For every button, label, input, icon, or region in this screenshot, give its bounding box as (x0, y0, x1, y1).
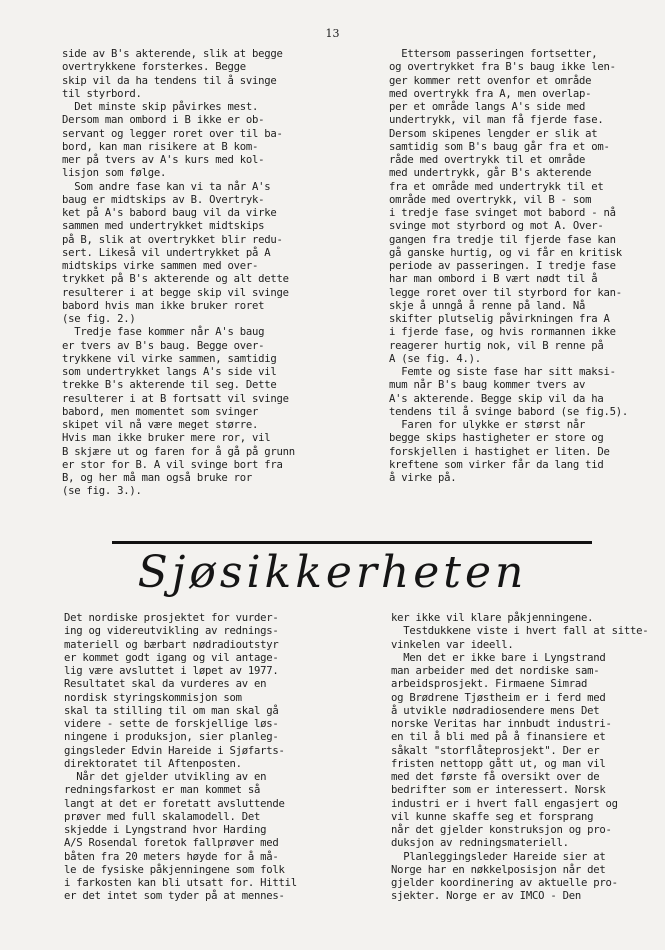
text-line: er kommet godt igang og vil antage- (64, 651, 279, 664)
text-line: le de fysiske påkjenningene som folk (64, 863, 285, 876)
text-line: med overtrykk fra A, men overlap- (389, 87, 592, 100)
text-line: mer på tvers av A's kurs med kol- (62, 154, 265, 166)
text-line: man arbeider med det nordiske sam- (391, 665, 600, 677)
text-line: gå ganske hurtig, og vi får en kritisk (389, 246, 622, 259)
text-line: i fjerde fase, og hvis rormannen ikke (389, 326, 616, 339)
text-line: kreftene som virker får da lang tid (389, 458, 604, 471)
text-line: i farkosten kan bli utsatt for. Hittil (64, 877, 297, 889)
text-line: per et område langs A's side med (389, 101, 586, 113)
text-line: trykket på B's akterende og alt dette (62, 273, 289, 286)
text-line: Ettersom passeringen fortsetter, (389, 48, 598, 60)
text-line: sjekter. Norge er av IMCO - Den (391, 890, 581, 903)
text-line: Det nordiske prosjektet for vurder- (64, 612, 279, 624)
text-line: Resultatet skal da vurderes av en (64, 678, 267, 691)
text-line: skal ta stilling til om man skal gå (64, 704, 279, 717)
text-line: mum når B's baug kommer tvers av (389, 379, 586, 392)
text-line: gangen fra tredje til fjerde fase kan (389, 233, 616, 246)
text-line: å virke på. (389, 472, 457, 484)
text-line: periode av passeringen. I tredje fase (389, 260, 616, 272)
text-line: baug er midtskips av B. Overtryk- (62, 193, 265, 206)
text-line: industri er i hvert fall engasjert og (391, 797, 618, 810)
text-line: A/S Rosendal foretok fallprøver med (64, 837, 279, 850)
text-line: legge roret over til styrbord for kan- (389, 286, 622, 299)
text-line: skjedde i Lyngstrand hvor Harding (64, 824, 267, 836)
text-line: er stor for B. A vil svinge bort fra (62, 458, 283, 471)
text-line: langt at det er foretatt avsluttende (64, 797, 285, 810)
text-line: A's akterende. Begge skip vil da ha (389, 392, 604, 405)
text-line: nordisk styringskommisjon som (64, 691, 242, 704)
text-line: videre - sette de forskjellige løs- (64, 718, 279, 730)
text-line: Femte og siste fase har sitt maksi- (389, 366, 616, 378)
text-line: fra et område med undertrykk til et (389, 180, 604, 193)
text-line: side av B's akterende, slik at begge (62, 48, 283, 60)
text-line: midtskips virke sammen med over- (62, 260, 259, 272)
text-line: ing og videreutvikling av rednings- (64, 625, 279, 638)
text-line: ger kommer rett ovenfor et område (389, 74, 592, 87)
text-column-top-left (62, 48, 295, 499)
text-line: ningene i produksjon, sier planleg- (64, 731, 279, 744)
text-line: Dersom skipenes lengder er slik at (389, 127, 598, 140)
text-line: prøver med full skalamodell. Det (64, 810, 261, 823)
text-line: Dersom man ombord i B ikke er ob- (62, 114, 265, 127)
text-line: reagerer hurtig nok, vil B renne på (389, 339, 604, 352)
text-line: forskjellen i hastighet er liten. De (389, 445, 610, 458)
text-line: en til å bli med på å finansiere et (391, 731, 606, 744)
text-line: Tredje fase kommer når A's baug (62, 326, 265, 339)
text-line: og overtrykket fra B's baug ikke len- (389, 61, 616, 74)
section-divider (112, 541, 592, 544)
text-line: Faren for ulykke er størst når (389, 419, 586, 431)
text-line: (se fig. 3.). (62, 485, 142, 498)
text-line: overtrykkene forsterkes. Begge (62, 61, 246, 74)
text-line: materiell og bærbart nødradioutstyr (64, 638, 279, 651)
text-line: lisjon som følge. (62, 167, 167, 180)
text-line: svinge mot styrbord og mot A. Over- (389, 220, 604, 233)
text-line: resulterer i at begge skip vil svinge (62, 286, 289, 299)
text-line: Som andre fase kan vi ta når A's (62, 180, 271, 193)
article-headline: Sjøsikkerheten (137, 547, 528, 598)
text-line: Når det gjelder utvikling av en (64, 771, 267, 783)
text-line: duksjon av redningsmateriell. (391, 837, 569, 850)
text-line: fristen nettopp gått ut, og man vil (391, 757, 606, 770)
text-line: B, og her må man også bruke ror (62, 472, 252, 484)
text-line: begge skips hastigheter er store og (389, 432, 604, 445)
text-line: vinkelen var ideell. (391, 638, 514, 651)
text-line: trykkene vil virke sammen, samtidig (62, 352, 277, 365)
text-line: sert. Likeså vil undertrykket på A (62, 246, 271, 259)
text-line: gingsleder Edvin Hareide i Sjøfarts- (64, 744, 285, 757)
text-line: bord, kan man risikere at B kom- (62, 140, 259, 153)
text-line: (se fig. 2.) (62, 313, 136, 325)
text-line: direktoratet til Aftenposten. (64, 757, 242, 770)
text-line: vil kunne skaffe seg et forsprang (391, 810, 594, 823)
text-line: råde med overtrykk til et område (389, 154, 586, 166)
text-column-bottom-right (391, 612, 648, 904)
text-line: og Brødrene Tjøstheim er i ferd med (391, 691, 606, 704)
text-line: trekke B's akterende til seg. Dette (62, 379, 277, 392)
text-line: skipet vil nå være meget større. (62, 419, 259, 431)
text-column-top-right (389, 48, 628, 485)
text-line: Men det er ikke bare i Lyngstrand (391, 651, 606, 664)
text-line: arbeidsprosjekt. Firmaene Simrad (391, 678, 588, 691)
text-line: ker ikke vil klare påkjenningene. (391, 612, 594, 624)
text-line: norske Veritas har innbudt industri- (391, 718, 612, 730)
text-line: tendens til å svinge babord (se fig.5). (389, 405, 628, 418)
text-line: område med overtrykk, vil B - som (389, 193, 592, 206)
text-line: sammen med undertrykket midtskips (62, 220, 265, 233)
text-line: har man ombord i B vært nødt til å (389, 273, 598, 286)
text-line: med undertrykk, går B's akterende (389, 167, 592, 180)
text-line: med det første få oversikt over de (391, 771, 600, 783)
text-column-bottom-left (64, 612, 297, 904)
text-line: bedrifter som er interessert. Norsk (391, 784, 606, 797)
text-line: er det intet som tyder på at mennes- (64, 890, 285, 903)
text-line: babord, men momentet som svinger (62, 405, 259, 418)
text-line: Hvis man ikke bruker mere ror, vil (62, 432, 271, 445)
text-line: lig være avsluttet i løpet av 1977. (64, 665, 279, 677)
text-line: når det gjelder konstruksjon og pro- (391, 824, 612, 836)
text-line: samtidig som B's baug går fra et om- (389, 140, 610, 153)
text-line: såkalt "storflåteprosjekt". Der er (391, 744, 600, 757)
text-line: til styrbord. (62, 87, 142, 100)
text-line: skifter plutselig påvirkningen fra A (389, 313, 610, 325)
text-line: skip vil da ha tendens til å svinge (62, 74, 277, 87)
text-line: babord hvis man ikke bruker roret (62, 299, 265, 312)
text-line: er tvers av B's baug. Begge over- (62, 339, 265, 352)
text-line: B skjære ut og faren for å gå på grunn (62, 445, 295, 458)
text-line: å utvikle nødradiosendere mens Det (391, 704, 600, 717)
text-line: Det minste skip påvirkes mest. (62, 101, 259, 113)
text-line: servant og legger roret over til ba- (62, 127, 283, 140)
text-line: gjelder koordinering av aktuelle pro- (391, 877, 618, 889)
text-line: Testdukkene viste i hvert fall at sitte- (391, 625, 649, 638)
text-line: ket på A's babord baug vil da virke (62, 207, 277, 219)
text-line: på B, slik at overtrykket blir redu- (62, 233, 283, 246)
text-line: resulterer i at B fortsatt vil svinge (62, 392, 289, 405)
text-line: Planleggingsleder Hareide sier at (391, 850, 606, 863)
text-line: skje å unngå å renne på land. Nå (389, 299, 586, 312)
text-line: undertrykk, vil man få fjerde fase. (389, 114, 604, 127)
text-line: båten fra 20 meters høyde for å må- (64, 850, 279, 863)
text-line: Norge har en nøkkelposisjon når det (391, 863, 606, 876)
text-line: som undertrykket langs A's side vil (62, 366, 277, 378)
text-line: redningsfarkost er man kommet så (64, 784, 261, 797)
text-line: A (se fig. 4.). (389, 352, 481, 365)
text-line: i tredje fase svinget mot babord - nå (389, 207, 616, 219)
page-number: 13 (325, 27, 340, 40)
